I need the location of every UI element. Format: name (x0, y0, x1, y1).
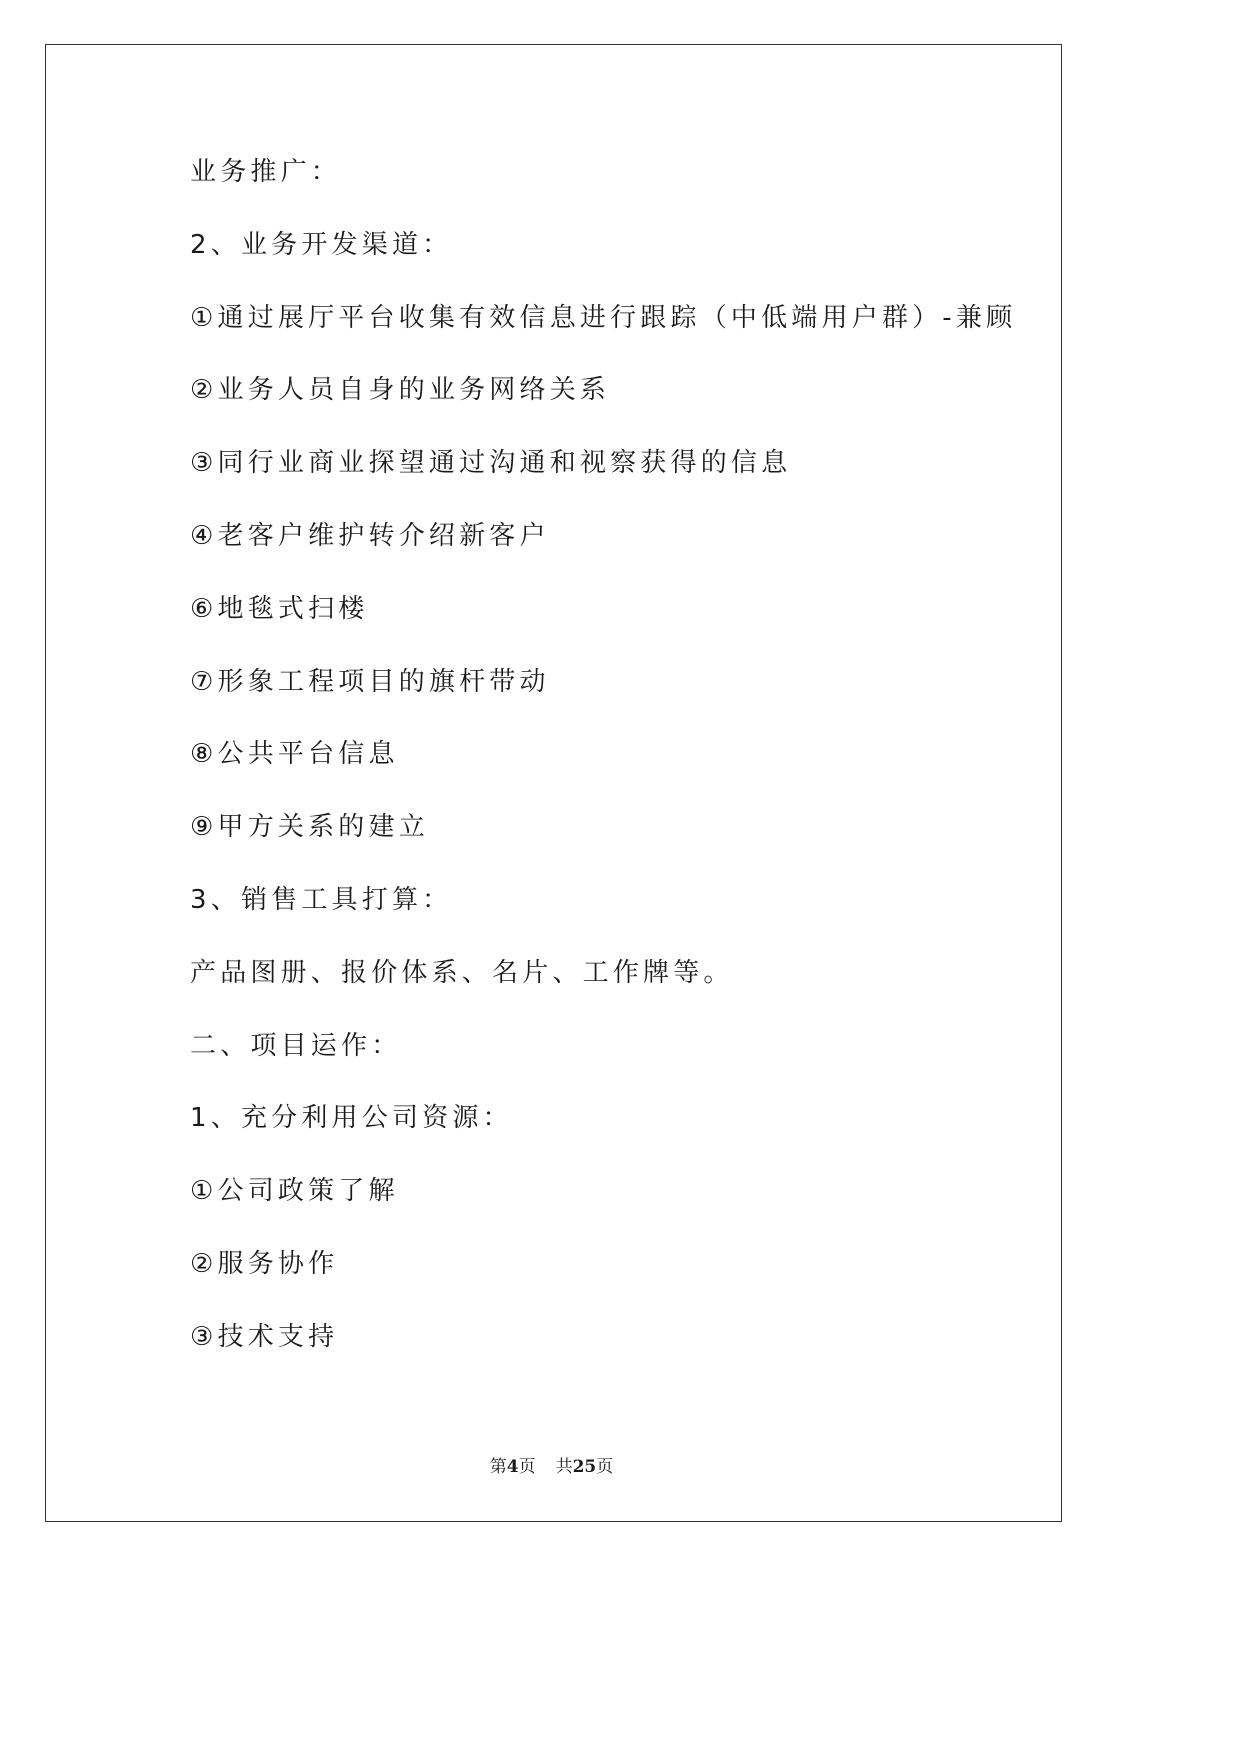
heading-business-promotion: 业务推广： (190, 157, 342, 187)
list-item: ⑥地毯式扫楼 (190, 593, 369, 624)
total-prefix: 共 (555, 1457, 573, 1477)
paragraph: 产品图册、报价体系、名片、工作牌等。 (190, 957, 734, 988)
list-item: ③同行业商业探望通过沟通和视察获得的信息 (190, 448, 792, 479)
page-footer (0, 1452, 1103, 1477)
list-item: ⑧公共平台信息 (190, 739, 399, 770)
page-number: 4 (506, 1457, 519, 1477)
list-item: ④老客户维护转介绍新客户 (190, 520, 550, 551)
heading-project-operation: 二、项目运作： (190, 1030, 402, 1061)
list-item: ②服务协作 (190, 1248, 339, 1279)
document-body (190, 150, 1017, 1388)
list-item: ⑦形象工程项目的旗杆带动 (190, 666, 550, 697)
total-suffix: 页 (596, 1457, 614, 1477)
list-item: ③技术支持 (190, 1321, 339, 1352)
heading-company-resources: 1、充分利用公司资源： (190, 1103, 513, 1134)
list-item: ①通过展厅平台收集有效信息进行跟踪（中低端用户群）-兼顾 (190, 302, 1017, 333)
list-item: ②业务人员自身的业务网络关系 (190, 375, 611, 406)
page-prefix: 第 (489, 1457, 507, 1477)
list-item: ⑨甲方关系的建立 (190, 812, 429, 843)
list-item: ①公司政策了解 (190, 1176, 399, 1207)
total-pages: 25 (572, 1457, 597, 1477)
heading-business-channels: 2、业务开发渠道： (190, 229, 453, 260)
page-suffix: 页 (518, 1457, 536, 1477)
heading-sales-tools: 3、销售工具打算： (190, 884, 453, 915)
